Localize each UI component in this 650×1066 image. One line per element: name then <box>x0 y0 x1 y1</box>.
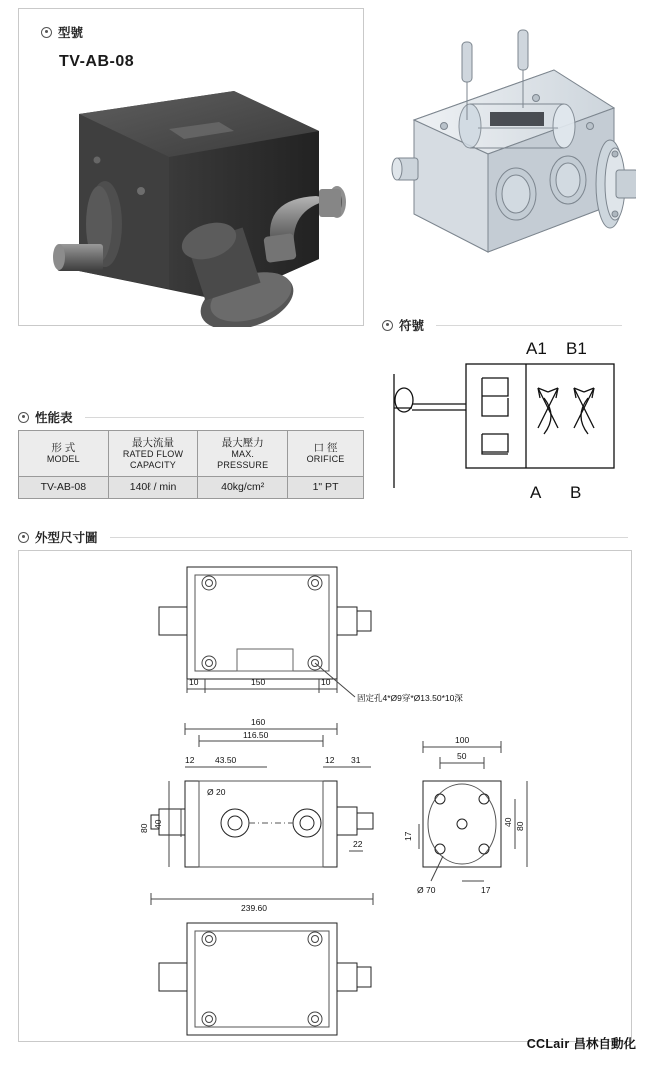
dim-front-12-left: 12 <box>185 755 195 765</box>
cell-model: TV-AB-08 <box>19 477 109 499</box>
bullet-icon <box>18 532 29 543</box>
symbol-diagram <box>378 338 636 528</box>
cell-pressure: 40kg/cm² <box>198 477 288 499</box>
dim-front-116-50: 116.50 <box>243 730 269 740</box>
performance-section-title: 性能表 <box>35 411 73 425</box>
model-photo-panel <box>18 8 364 326</box>
dim-front-31: 31 <box>351 755 361 765</box>
divider <box>436 325 622 326</box>
performance-section-header <box>18 408 364 426</box>
dim-hole-note: 固定孔4*Ø9穿*Ø13.50*10深 <box>357 693 463 703</box>
table-header-row <box>19 431 364 477</box>
symbol-label-b1: B1 <box>566 339 587 358</box>
dim-top-10-right: 10 <box>321 677 331 687</box>
isometric-drawing <box>378 8 636 298</box>
brand-name: CCLair <box>526 1037 570 1051</box>
th-model: 形 式 MODEL <box>19 431 109 477</box>
divider <box>110 537 628 538</box>
th-flow: 最大流量 RATED FLOW CAPACITY <box>108 431 198 477</box>
dimensions-section-header <box>18 528 628 546</box>
model-section-title: 型號 <box>58 26 84 40</box>
symbol-section-header <box>382 316 622 334</box>
dim-front-160: 160 <box>251 717 266 727</box>
dimension-drawing <box>18 550 632 1042</box>
dim-front-239-60: 239.60 <box>241 903 267 913</box>
dim-front-43-50: 43.50 <box>215 755 237 765</box>
divider <box>85 417 364 418</box>
table-row <box>19 477 364 499</box>
th-pressure: 最大壓力 MAX. PRESSURE <box>198 431 288 477</box>
dim-front-d20: Ø 20 <box>207 787 226 797</box>
dim-side-40: 40 <box>503 817 513 827</box>
brand-name-cn: 昌林自動化 <box>573 1037 636 1051</box>
dim-side-d70: Ø 70 <box>417 885 436 895</box>
symbol-label-b: B <box>570 483 582 502</box>
dimensions-section-title: 外型尺寸圖 <box>35 531 98 545</box>
bullet-icon <box>41 27 52 38</box>
dim-front-22: 22 <box>353 839 363 849</box>
bullet-icon <box>382 320 393 331</box>
dim-side-80: 80 <box>515 821 525 831</box>
symbol-label-a1: A1 <box>526 339 547 358</box>
cell-orifice: 1" PT <box>288 477 364 499</box>
symbol-label-a: A <box>530 483 542 502</box>
dim-side-17-bottom: 17 <box>481 885 491 895</box>
dim-front-12-right: 12 <box>325 755 335 765</box>
dim-side-100: 100 <box>455 735 470 745</box>
footer-brand <box>527 1034 636 1052</box>
dim-front-40: 40 <box>153 819 163 829</box>
dim-top-150: 150 <box>251 677 266 687</box>
model-code: TV-AB-08 <box>59 53 135 70</box>
symbol-section-title: 符號 <box>399 319 425 333</box>
cell-flow: 140ℓ / min <box>108 477 198 499</box>
dim-front-80: 80 <box>139 823 149 833</box>
th-orifice: 口 徑 ORIFICE <box>288 431 364 477</box>
dim-top-10-left: 10 <box>189 677 199 687</box>
dim-side-17-left: 17 <box>403 831 413 841</box>
dim-side-50: 50 <box>457 751 467 761</box>
bullet-icon <box>18 412 29 423</box>
model-photo-image <box>19 39 363 327</box>
performance-table <box>18 430 364 499</box>
